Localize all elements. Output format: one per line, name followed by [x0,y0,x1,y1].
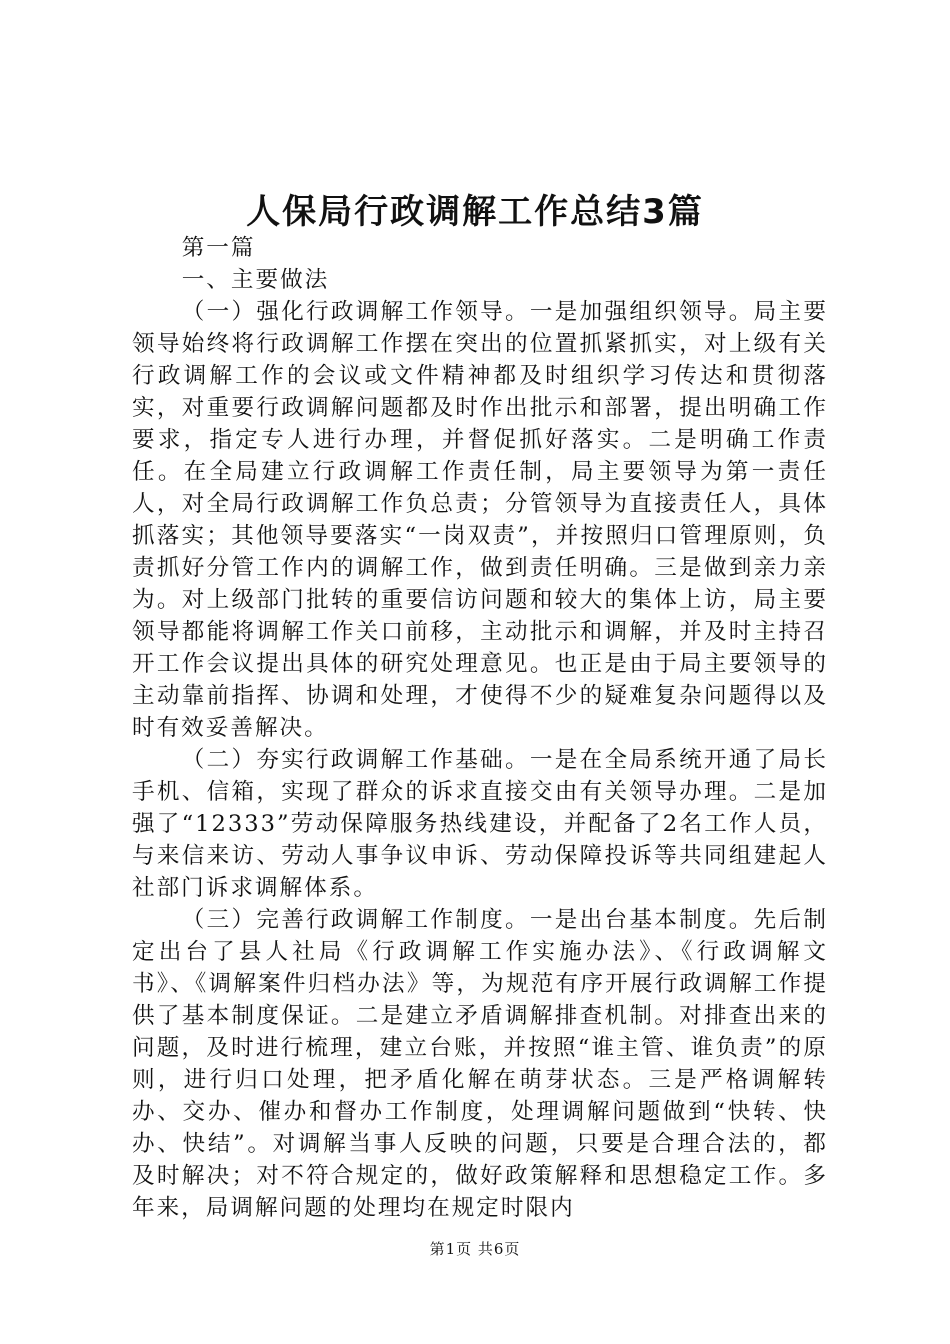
page-footer: 第1页 共6页 [429,1240,521,1258]
section-heading: 一、主要做法 [181,267,330,293]
section-label: 第一篇 [181,235,256,261]
paragraph: （一）强化行政调解工作领导。一是加强组织领导。局主要领导始终将行政调解工作摆在突出的位置抓紧抓实，对上级有关行政调解工作的会议或文件精神都及时组织学习传达和贯彻落实，对重要行政调解问题都及时作出批示和部署，提出明确工作要求，指定专人进行办理，并督促抓好落实。二是明确工作责任。在全局建立行政调解工作责任制，局主要领导为第一责任人，对全局行政调解工作负总责；分管领导为直接责任人，具体抓落实；其他领导要落实“一岗双责”，并按照归口管理原则，负责抓好分管工作内的调解工作，做到责任明确。三是做到亲力亲为。对上级部门批转的重要信访问题和较大的集体上访，局主要领导都能将调解工作关口前移，主动批示和调解，并及时主持召开工作会议提出具体的研究处理意见。也正是由于局主要领导的主动靠前指挥、协调和处理，才使得不少的疑难复杂问题得以及时有效妥善解决。 [132,299,828,741]
document-body [132,232,828,1224]
document-title: 人保局行政调解工作总结3篇 [246,192,704,232]
paragraph: （二）夯实行政调解工作基础。一是在全局系统开通了局长手机、信箱，实现了群众的诉求直接交由有关领导办理。二是加强了“12333”劳动保障服务热线建设，并配备了2名工作人员，与来信来访、劳动人事争议申诉、劳动保障投诉等共同组建起人社部门诉求调解体系。 [132,747,828,901]
paragraph: （三）完善行政调解工作制度。一是出台基本制度。先后制定出台了县人社局《行政调解工作实施办法》、《行政调解文书》、《调解案件归档办法》等，为规范有序开展行政调解工作提供了基本制度保证。二是建立矛盾调解排查机制。对排查出来的问题，及时进行梳理，建立台账，并按照“谁主管、谁负责”的原则，进行归口处理，把矛盾化解在萌芽状态。三是严格调解转办、交办、催办和督办工作制度，处理调解问题做到“快转、快办、快结”。对调解当事人反映的问题，只要是合理合法的，都及时解决；对不符合规定的，做好政策解释和思想稳定工作。多年来，局调解问题的处理均在规定时限内 [132,907,828,1221]
